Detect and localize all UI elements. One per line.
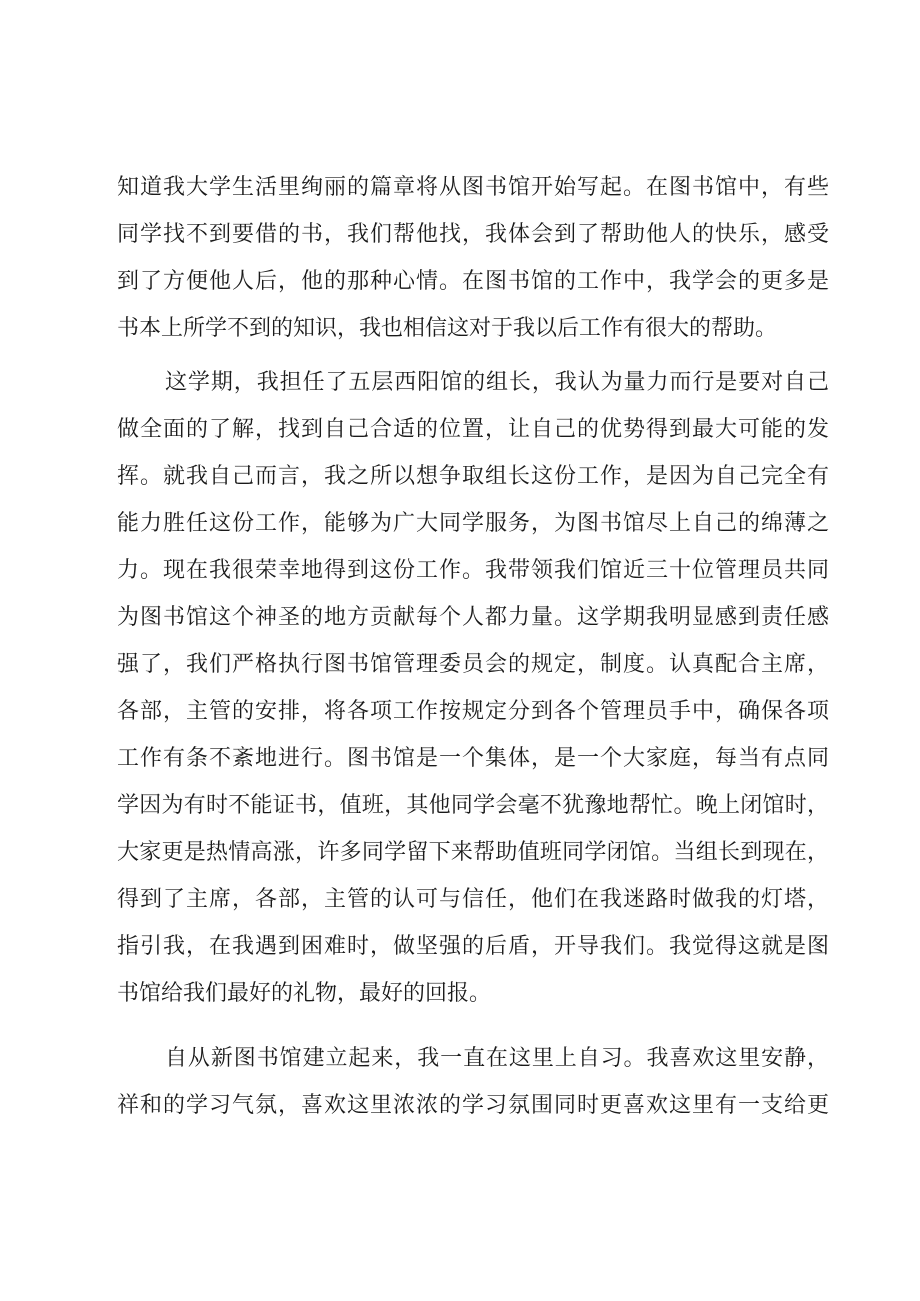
paragraph-line: 做全面的了解，找到自己合适的位置，让自己的优势得到最大可能的发 [117,417,829,442]
paragraph [117,1035,829,1129]
paragraph-line: 为图书馆这个神圣的地方贡献每个人都力量。这学期我明显感到责任感 [117,605,829,630]
paragraph-line: 书本上所学不到的知识，我也相信这对于我以后工作有很大的帮助。 [117,316,778,341]
paragraph-line: 到了方便他人后，他的那种心情。在图书馆的工作中，我学会的更多是 [117,269,829,294]
paragraph-line: 强了，我们严格执行图书馆管理委员会的规定，制度。认真配合主席， [117,652,829,677]
paragraph-line: 各部，主管的安排，将各项工作按规定分到各个管理员手中，确保各项 [117,699,829,724]
paragraph-line: 这学期，我担任了五层西阳馆的组长，我认为量力而行是要对自己 [165,370,829,395]
paragraph-line: 得到了主席，各部，主管的认可与信任，他们在我迷路时做我的灯塔， [117,887,829,912]
paragraph-line: 知道我大学生活里绚丽的篇章将从图书馆开始写起。在图书馆中，有些 [117,175,829,200]
paragraph-line: 力。现在我很荣幸地得到这份工作。我带领我们馆近三十位管理员共同 [117,558,829,583]
body-text [117,164,829,1129]
paragraph-line: 学因为有时不能证书，值班，其他同学会毫不犹豫地帮忙。晚上闭馆时， [117,793,829,818]
paragraph-line: 大家更是热情高涨，许多同学留下来帮助值班同学闭馆。当组长到现在， [117,840,829,865]
paragraph-line: 祥和的学习气氛，喜欢这里浓浓的学习氛围同时更喜欢这里有一支给更 [117,1093,829,1118]
paragraph [117,359,829,1017]
paragraph-line: 同学找不到要借的书，我们帮他找，我体会到了帮助他人的快乐，感受 [117,222,829,247]
paragraph [117,164,829,352]
paragraph-line: 指引我，在我遇到困难时，做坚强的后盾，开导我们。我觉得这就是图 [117,934,829,959]
paragraph-line: 能力胜任这份工作，能够为广大同学服务，为图书馆尽上自己的绵薄之 [117,511,829,536]
paragraph-line: 自从新图书馆建立起来，我一直在这里上自习。我喜欢这里安静， [165,1046,829,1071]
paragraph-line: 挥。就我自己而言，我之所以想争取组长这份工作，是因为自己完全有 [117,464,829,489]
paragraph-line: 书馆给我们最好的礼物，最好的回报。 [117,981,492,1006]
paragraph-line: 工作有条不紊地进行。图书馆是一个集体，是一个大家庭，每当有点同 [117,746,829,771]
